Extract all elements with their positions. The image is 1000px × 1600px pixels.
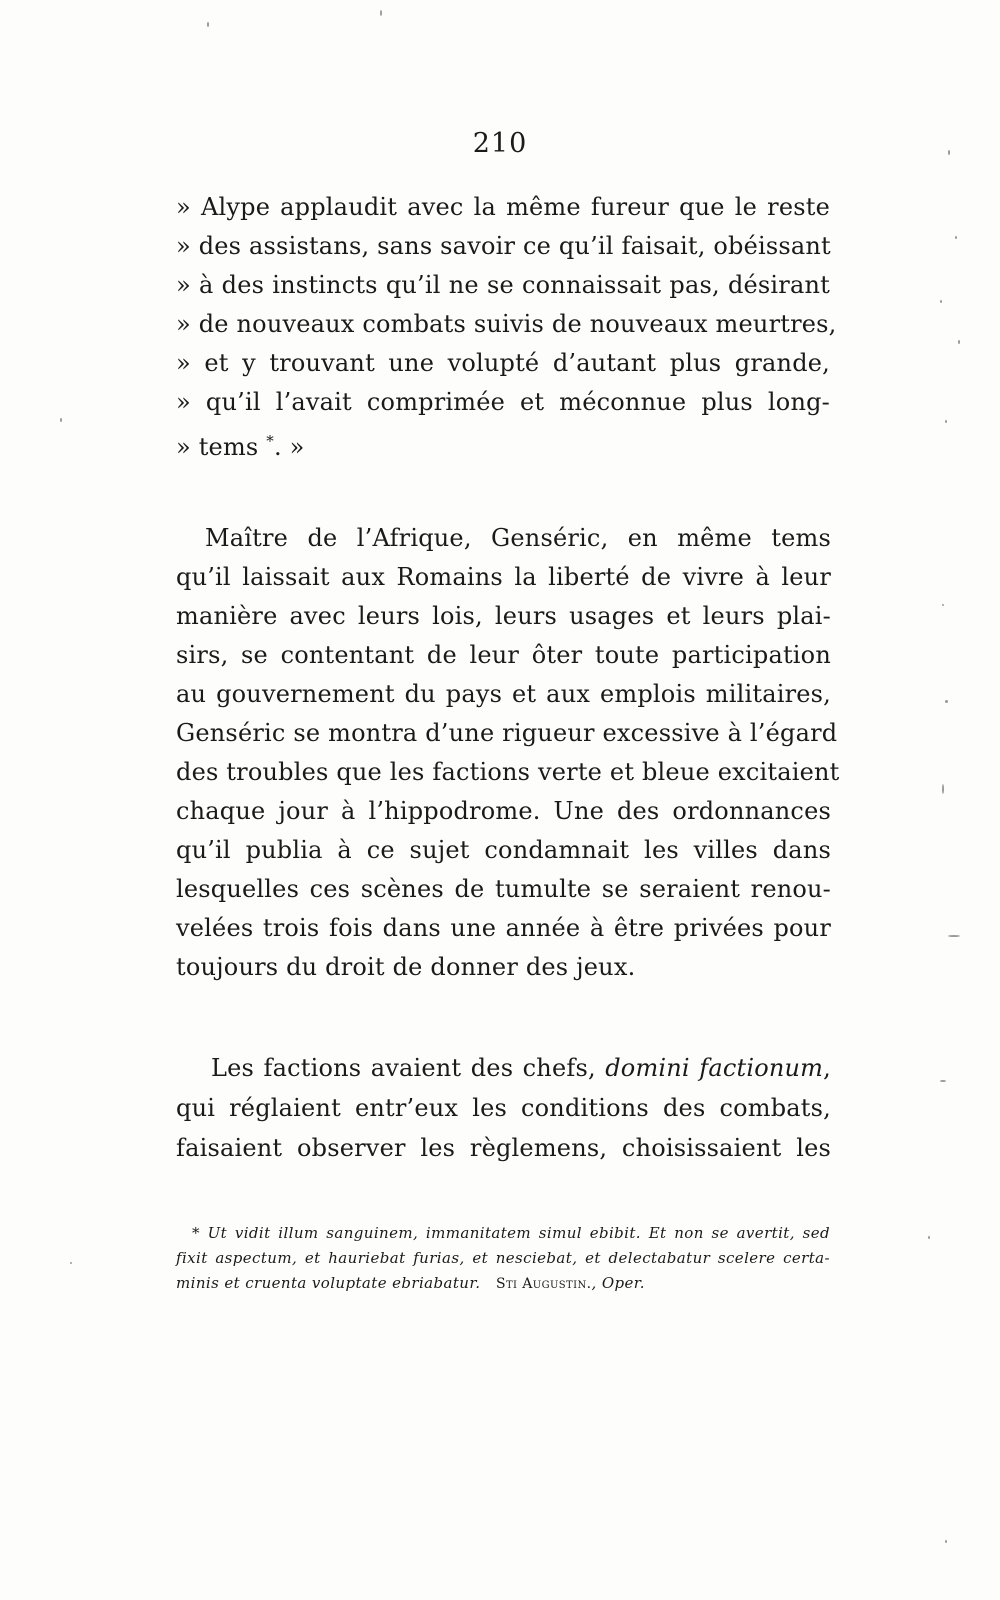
paragraph-line: faisaient observer les règlemens, choisissaient les	[176, 1134, 831, 1162]
quote-line: » Alype applaudit avec la même fureur que le reste	[176, 193, 830, 221]
paragraph-2-line1-start: Les factions avaient des chefs,	[211, 1054, 606, 1082]
scan-speck	[948, 935, 960, 937]
quote-line: » qu’il l’avait comprimée et méconnue plus long-	[176, 388, 830, 416]
paragraph-2-line1-end: ,	[823, 1054, 831, 1082]
latin-term: domini factionum	[605, 1054, 824, 1082]
scan-speck	[940, 300, 942, 303]
scan-speck	[948, 150, 950, 155]
paragraph-line: velées trois fois dans une année à être privées pour	[176, 914, 831, 942]
paragraph-line: toujours du droit de donner des jeux.	[176, 953, 636, 981]
scan-speck	[940, 1080, 946, 1082]
quote-last-line-start: » tems	[176, 433, 267, 461]
quote-line: » des assistans, sans savoir ce qu’il faisait, obéissant	[176, 232, 831, 260]
scan-speck	[928, 1236, 930, 1239]
footnote-line: minis et cruenta voluptate ebriabatur. Sti Augustin., Oper.	[176, 1274, 645, 1292]
scan-speck	[942, 604, 944, 606]
footnote-line-1: Ut vidit illum sanguinem, immanitatem simul ebibit. Et non se avertit, sed	[207, 1224, 830, 1242]
quote-line: » et y trouvant une volupté d’autant plus grande,	[176, 349, 830, 377]
quote-line: » à des instincts qu’il ne se connaissait pas, désirant	[176, 271, 830, 299]
scan-speck	[955, 236, 957, 239]
scan-speck	[945, 420, 947, 423]
footnote-line-3: minis et cruenta voluptate ebriabatur.	[176, 1274, 481, 1292]
scan-speck	[942, 784, 944, 794]
footnote-line	[192, 1221, 830, 1245]
paragraph-line: des troubles que les factions verte et bleue excitaient	[176, 758, 840, 786]
footnote-author: Sti Augustin.	[495, 1276, 592, 1292]
footnote-reference: *	[266, 432, 274, 450]
scan-speck	[207, 22, 209, 27]
scan-speck	[380, 10, 382, 16]
footnote-marker: *	[192, 1224, 200, 1242]
scan-speck	[60, 418, 62, 422]
paragraph-line: qu’il laissait aux Romains la liberté de vivre à leur	[176, 563, 831, 591]
paragraph-line: qu’il publia à ce sujet condamnait les villes dans	[176, 836, 831, 864]
scan-speck	[945, 1540, 947, 1543]
paragraph-line	[211, 1049, 831, 1088]
paragraph-line: manière avec leurs lois, leurs usages et leurs plai-	[176, 602, 831, 630]
scan-speck	[958, 340, 960, 344]
footnote-work: Oper.	[601, 1274, 645, 1292]
paragraph-line: sirs, se contentant de leur ôter toute participation	[176, 641, 831, 669]
paragraph-line: au gouvernement du pays et aux emplois militaires,	[176, 680, 831, 708]
quote-line: » de nouveaux combats suivis de nouveaux meurtres,	[176, 310, 837, 338]
quote-last-line	[176, 422, 830, 461]
scan-speck	[945, 700, 948, 703]
scan-speck	[70, 1262, 72, 1264]
paragraph-line: Genséric se montra d’une rigueur excessive à l’égard	[176, 719, 838, 747]
footnote-line: fixit aspectum, et hauriebat furias, et nesciebat, et delectabatur scelere certa-	[176, 1249, 830, 1267]
paragraph-line: lesquelles ces scènes de tumulte se seraient renou-	[176, 875, 831, 903]
page-number: 210	[472, 128, 528, 159]
paragraph-line: chaque jour à l’hippodrome. Une des ordonnances	[176, 797, 831, 825]
quote-last-line-end: . »	[273, 433, 305, 461]
paragraph-line: qui réglaient entr’eux les conditions des combats,	[176, 1094, 831, 1122]
paragraph-line: Maître de l’Afrique, Genséric, en même tems	[205, 524, 831, 552]
